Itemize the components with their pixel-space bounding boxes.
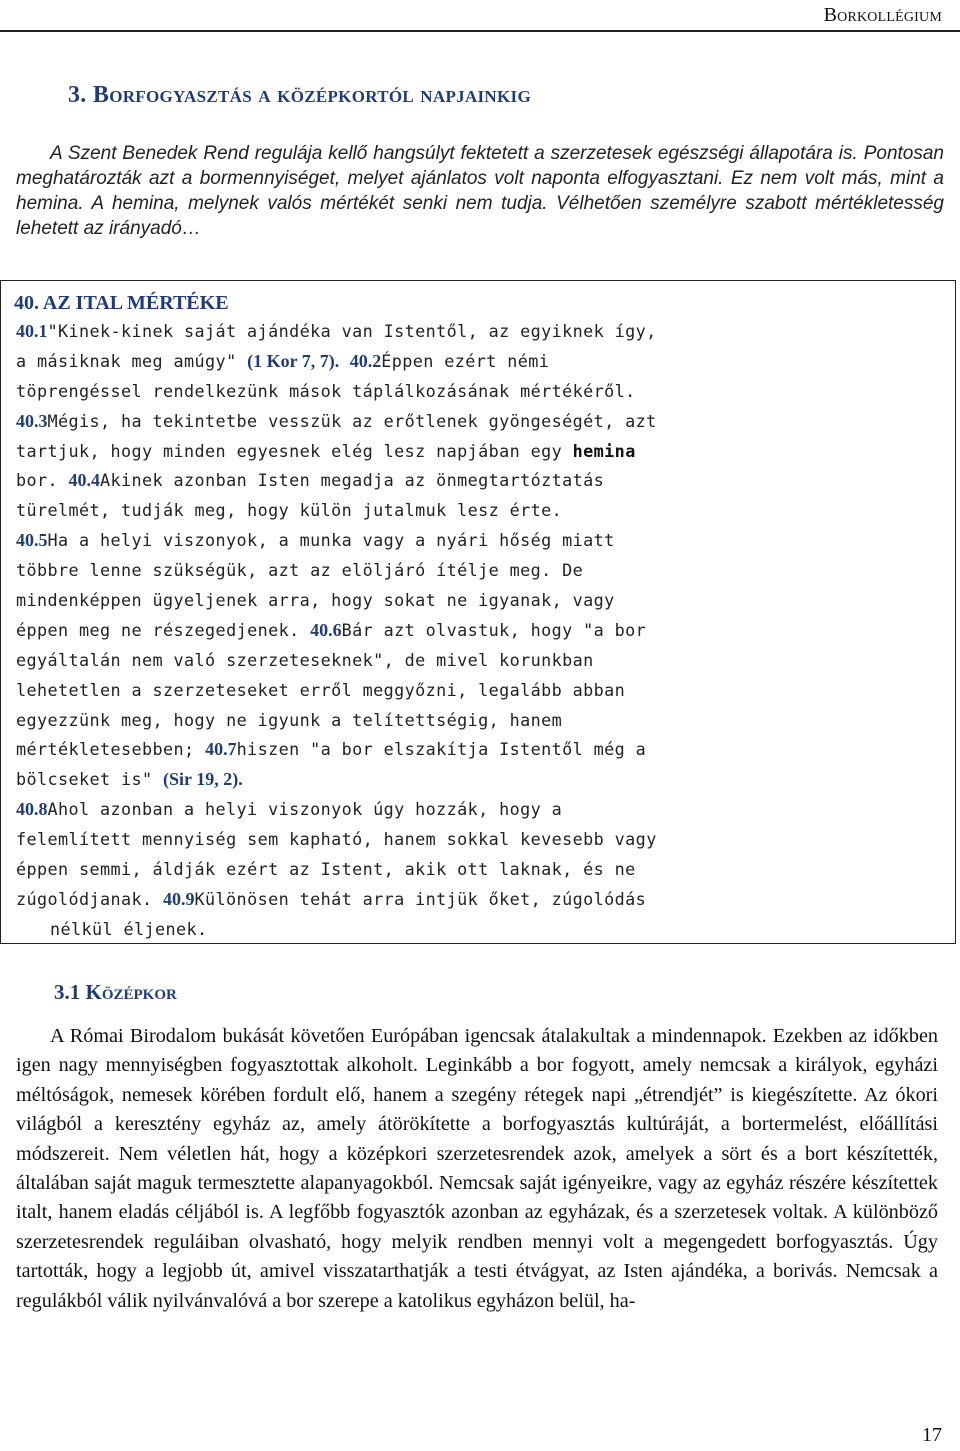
rule-line	[16, 765, 744, 795]
rule-text-fragment: Ha a helyi viszonyok, a munka vagy a nyári hőség miatt	[47, 530, 615, 551]
rule-text-fragment: egyezzünk meg, hogy ne igyunk a telítettségig, hanem	[16, 709, 563, 730]
page-number: 17	[922, 1424, 942, 1446]
bible-reference: (Sir 19, 2).	[163, 769, 243, 790]
rule-line	[16, 586, 744, 616]
rule-line	[16, 616, 744, 646]
rule-text-fragment: mértékletesebben;	[16, 739, 206, 760]
rule-line	[16, 377, 744, 407]
rule-text-fragment: a másiknak meg amúgy"	[16, 350, 248, 371]
rule-line	[16, 556, 744, 586]
rule-line	[16, 885, 744, 915]
rule-text-fragment: türelmét, tudják meg, hogy külön jutalmuk lesz érte.	[16, 500, 563, 521]
rule-text-fragment: többre lenne szükségük, azt az elöljáró ítélje meg. De	[16, 560, 584, 581]
rule-line	[16, 347, 744, 377]
verse-number: 40.1	[16, 321, 48, 341]
rule-text	[16, 317, 744, 945]
intro-paragraph: A Szent Benedek Rend regulája kellő hangsúlyt fektetett a szerzetesek egészségi állapotára is. Pontosan meghatározták azt a bormennyiséget, melyet ajánlatos volt naponta elfogyasztani. Ez nem volt más, mint a hemina. A hemina, melynek valós mértékét senki nem tudja. Vélhetően személyre szabott mértékletesség lehetett az irányadó…	[16, 143, 944, 239]
rule-line	[16, 706, 744, 736]
rule-text-fragment: éppen semmi, áldják ezért az Istent, akik ott laknak, és ne	[16, 859, 636, 880]
rule-chapter-title: 40. AZ ITAL MÉRTÉKE	[14, 292, 229, 314]
rule-text-fragment: felemlített mennyiség sem kapható, hanem sokkal kevesebb vagy	[16, 829, 657, 850]
rule-text-fragment: Különösen tehát arra intjük őket, zúgolódás	[194, 888, 647, 909]
rule-text-fragment: Ahol azonban a helyi viszonyok úgy hozzák, hogy a	[47, 799, 563, 820]
rule-text-fragment: bor.	[16, 470, 69, 491]
rule-line	[16, 646, 744, 676]
verse-number: 40.3	[16, 410, 48, 431]
rule-line	[16, 496, 744, 526]
rule-text-fragment: zúgolódjanak.	[16, 888, 164, 909]
bible-reference: (1 Kor 7, 7).	[247, 350, 340, 371]
rule-text-fragment: "Kinek-kinek saját ajándéka van Istentől, az egyiknek így,	[47, 321, 657, 341]
subsection-heading: 3.1 Középkor	[54, 980, 177, 1004]
rule-line	[16, 407, 744, 437]
rule-line	[16, 437, 744, 467]
section-heading: 3. Borfogyasztás a középkortól napjainkig	[68, 82, 531, 108]
verse-number: 40.6	[310, 619, 342, 640]
page-header	[0, 0, 960, 32]
body-paragraph: A Római Birodalom bukását követően Európában igencsak átalakultak a mindennapok. Ezekben az időkben igen nagy mennyiségben fogyasztottak alkoholt. Leginkább a bor fogyott, amely nemcsak a királyok, egyházi méltóságok, nemesek körében fordult elő, hanem a szegény rétegek napi „étrendjét” is kiegészítette. Az ókori világból a keresztény egyház az, amely átörökítette a borfogyasztás kultúráját, a bortermelést, előállítási módszereit. Nem véletlen hát, hogy a középkori szerzetesrendek azok, amelyek a sört és a bort készítették, általában saját maguk termesztette alapanyagokból. Nemcsak saját igényeikre, vagy az egyház részére készítettek italt, hanem eladás céljából is. A legfőbb fogyasztók azonban az egyházak, és a szerzetesek voltak. A különböző szerzetesrendek reguláiban olvasható, hogy melyik rendben mennyi volt a megengedett borfogyasztás. Úgy tartották, hogy a legjobb út, amivel visszatarthatják a testi étvágyat, az Isten ajándéka, a borivás. Nemcsak a regulákból válik nyilvánvalóvá a bor szerepe a katolikus egyházon belül, ha-	[16, 1025, 938, 1312]
verse-number: 40.5	[16, 530, 48, 551]
rule-text-fragment: Mégis, ha tekintetbe vesszük az erőtlenek gyöngeségét, azt	[47, 410, 657, 431]
verse-number: 40.2	[349, 350, 382, 371]
rule-text-fragment: tartjuk, hogy minden egyesnek elég lesz napjában egy	[16, 440, 573, 461]
rule-line	[16, 915, 744, 945]
verse-number: 40.7	[205, 739, 237, 760]
rule-line	[16, 855, 744, 885]
rule-text-fragment: éppen meg ne részegedjenek.	[16, 619, 311, 640]
keyword-hemina: hemina	[572, 440, 636, 461]
rule-text-fragment: lehetetlen a szerzeteseket erről meggyőzni, legalább abban	[16, 679, 626, 700]
verse-number: 40.8	[16, 799, 48, 820]
rule-text-fragment	[339, 351, 350, 371]
rule-line	[16, 676, 744, 706]
rule-text-fragment: Akinek azonban Isten megadja az önmegtartóztatás	[100, 470, 605, 491]
rule-text-fragment: hiszen "a bor elszakítja Istentől még a	[236, 739, 647, 760]
rule-line	[16, 795, 744, 825]
running-header-title: Borkollégium	[823, 4, 942, 26]
rule-line	[16, 825, 744, 855]
rule-text-fragment: mindenképpen ügyeljenek arra, hogy sokat ne igyanak, vagy	[16, 590, 615, 611]
rule-line	[16, 526, 744, 556]
rule-text-fragment: töprengéssel rendelkezünk mások táplálkozásának mértékéről.	[16, 380, 636, 401]
rule-text-fragment: egyáltalán nem való szerzeteseknek", de mivel korunkban	[16, 649, 594, 670]
rule-line	[16, 317, 744, 347]
rule-text-fragment: bölcseket is"	[16, 769, 164, 790]
rule-line	[16, 735, 744, 765]
verse-number: 40.4	[68, 470, 101, 491]
rule-line	[16, 466, 744, 496]
rule-text-fragment: Bár azt olvastuk, hogy "a bor	[341, 619, 647, 640]
rule-text-fragment: nélkül éljenek.	[50, 918, 208, 939]
rule-text-fragment: Éppen ezért némi	[381, 350, 550, 371]
verse-number: 40.9	[163, 888, 195, 909]
